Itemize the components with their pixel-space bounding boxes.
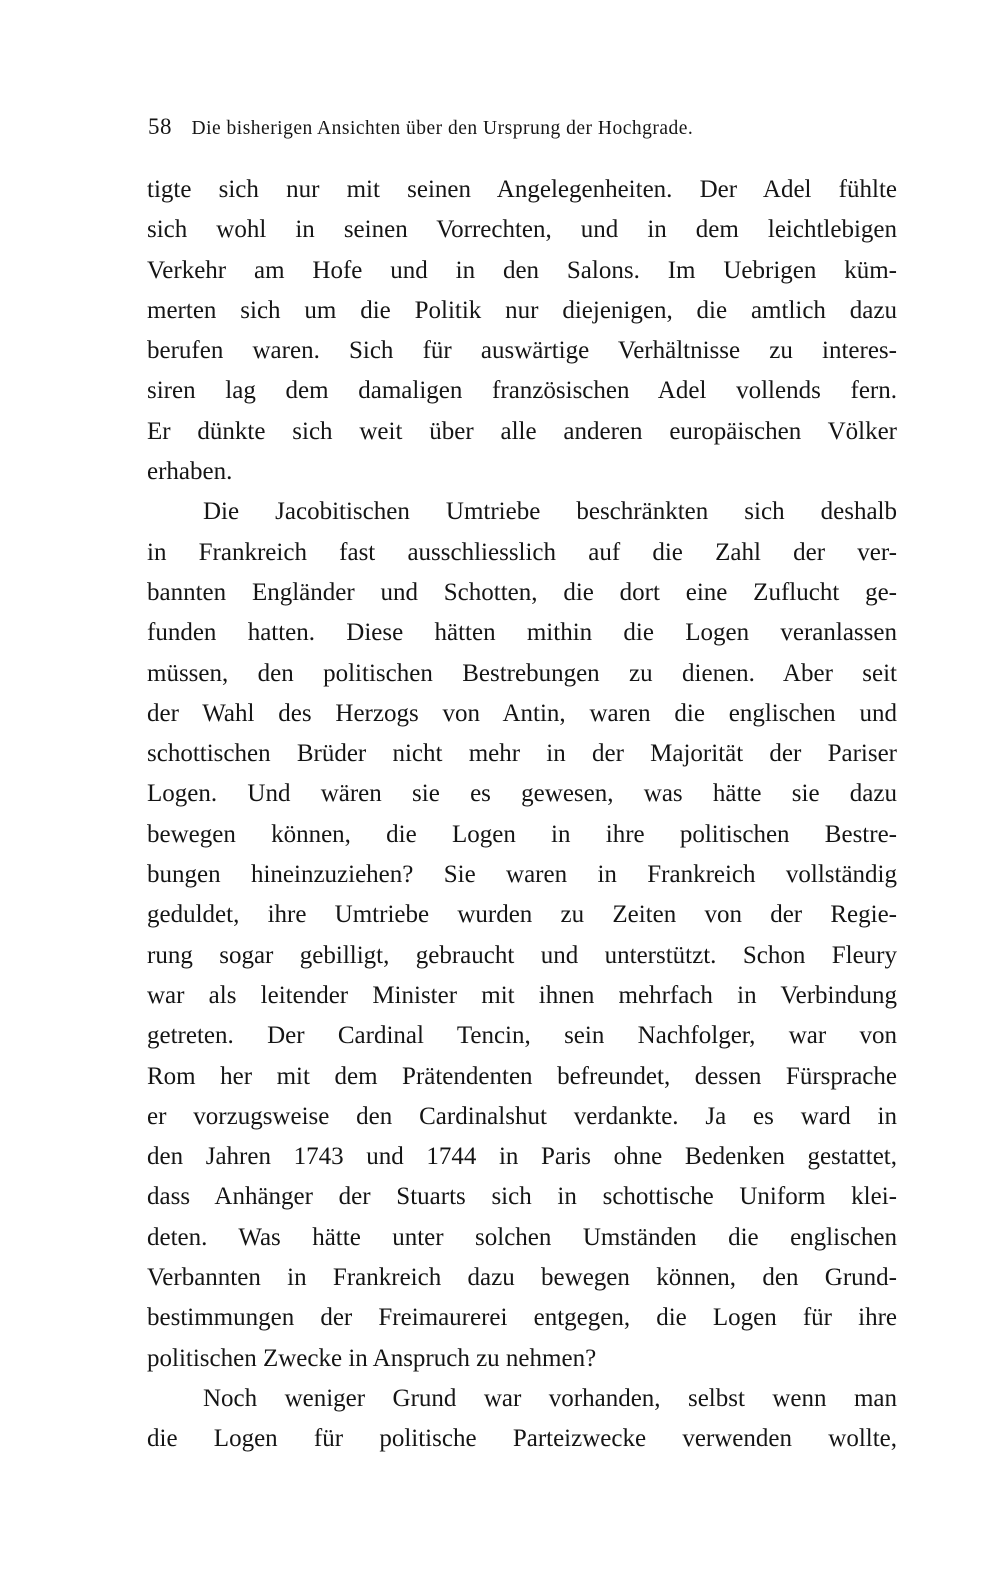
text-line: bungen hineinzuziehen? Sie waren in Frankreich vollständig: [147, 861, 897, 889]
text-line: Rom her mit dem Prätendenten befreundet, dessen Fürsprache: [147, 1062, 897, 1090]
text-line: Die Jacobitischen Umtriebe beschränkten sich deshalb: [203, 498, 897, 526]
text-line: die Logen für politische Parteizwecke verwenden wollte,: [147, 1425, 897, 1453]
text-line: berufen waren. Sich für auswärtige Verhältnisse zu interes-: [147, 337, 897, 365]
text-line: Verbannten in Frankreich dazu bewegen können, den Grund-: [147, 1264, 897, 1292]
body-text: [147, 170, 897, 1460]
text-line: deten. Was hätte unter solchen Umständen die englischen: [147, 1223, 897, 1251]
text-line: siren lag dem damaligen französischen Adel vollends fern.: [147, 377, 897, 405]
text-line: merten sich um die Politik nur diejenigen, die amtlich dazu: [147, 296, 897, 324]
text-line: der Wahl des Herzogs von Antin, waren die englischen und: [147, 699, 897, 727]
text-line: er vorzugsweise den Cardinalshut verdankte. Ja es ward in: [147, 1102, 897, 1130]
text-line: den Jahren 1743 und 1744 in Paris ohne Bedenken gestattet,: [147, 1143, 897, 1171]
text-line: sich wohl in seinen Vorrechten, und in dem leichtlebigen: [147, 216, 897, 244]
text-line: funden hatten. Diese hätten mithin die Logen veranlassen: [147, 619, 897, 647]
running-head-title: Die bisherigen Ansichten über den Ursprung der Hochgrade.: [191, 118, 694, 139]
text-line: rung sogar gebilligt, gebraucht und unterstützt. Schon Fleury: [147, 941, 897, 969]
text-line: dass Anhänger der Stuarts sich in schottische Uniform klei-: [147, 1183, 897, 1211]
text-line: politischen Zwecke in Anspruch zu nehmen?: [147, 1344, 597, 1372]
text-line: schottischen Brüder nicht mehr in der Majorität der Pariser: [147, 740, 897, 768]
text-line: tigte sich nur mit seinen Angelegenheiten. Der Adel fühlte: [147, 176, 897, 203]
text-line: getreten. Der Cardinal Tencin, sein Nachfolger, war von: [147, 1022, 897, 1050]
text-line: bestimmungen der Freimaurerei entgegen, die Logen für ihre: [147, 1304, 897, 1332]
text-line: Noch weniger Grund war vorhanden, selbst wenn man: [203, 1384, 897, 1412]
text-line: war als leitender Minister mit ihnen mehrfach in Verbindung: [147, 981, 897, 1009]
running-head: [148, 114, 900, 148]
text-line: in Frankreich fast ausschliesslich auf die Zahl der ver-: [147, 538, 897, 566]
text-line: geduldet, ihre Umtriebe wurden zu Zeiten von der Regie-: [147, 901, 897, 929]
text-line: Verkehr am Hofe und in den Salons. Im Uebrigen küm-: [147, 256, 897, 284]
text-line: müssen, den politischen Bestrebungen zu dienen. Aber seit: [147, 659, 897, 687]
text-line: Er dünkte sich weit über alle anderen europäischen Völker: [147, 417, 897, 445]
text-line: Logen. Und wären sie es gewesen, was hätte sie dazu: [147, 780, 897, 808]
text-line: erhaben.: [147, 458, 233, 486]
text-line: bewegen können, die Logen in ihre politischen Bestre-: [147, 820, 897, 848]
text-line: bannten Engländer und Schotten, die dort eine Zuflucht ge-: [147, 578, 897, 606]
page-number: 58: [148, 114, 172, 139]
